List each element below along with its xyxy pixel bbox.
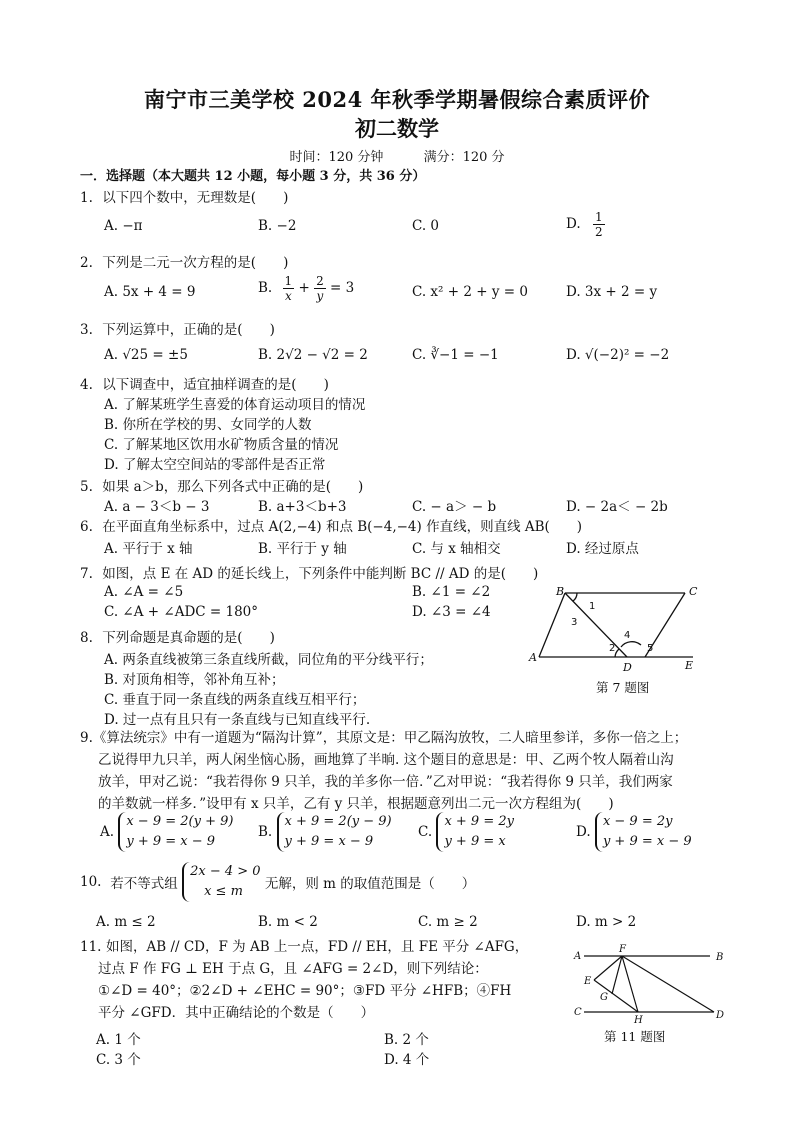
q4-option-d: D. 了解太空空间站的零部件是否正常	[104, 457, 326, 473]
q10-option-d: D. m > 2	[576, 914, 637, 930]
fig7-label-a: A	[529, 651, 537, 664]
q9-option-d: D. x − 9 = 2y y + 9 = x − 9	[576, 812, 692, 852]
q10-option-b: B. m < 2	[258, 914, 318, 930]
angle-arc-4	[621, 642, 641, 647]
exam-subtitle: 初二数学	[355, 116, 439, 141]
fig11-label-c: C	[574, 1007, 582, 1018]
q6-option-d: D. 经过原点	[566, 541, 639, 557]
exam-score: 满分：120 分	[423, 150, 505, 165]
q1-option-a: A. −π	[104, 218, 143, 234]
fig11-label-e: E	[584, 976, 592, 987]
question-2-text: 下列是二元一次方程的是( )	[102, 255, 289, 271]
question-5-text: 如果 a＞b，那么下列各式中正确的是( )	[102, 479, 364, 495]
q7-option-d: D. ∠3 = ∠4	[412, 604, 491, 620]
q1-option-d: D. $\frac{1}{2}$	[566, 210, 603, 239]
fig7-label-c: C	[689, 585, 698, 598]
question-7: 7. 如图，点 E 在 AD 的延长线上，下列条件中能判断 BC // AD 的是( )	[80, 566, 539, 582]
figure-q7-caption: 第 7 题图	[596, 680, 650, 695]
q10-option-a: A. m ≤ 2	[96, 914, 156, 930]
q9-option-a: A. x − 9 = 2(y + 9) y + 9 = x − 9	[100, 812, 233, 852]
q6-option-b: B. 平行于 y 轴	[258, 541, 347, 557]
question-6: 6. 在平面直角坐标系中，过点 A(2,−4) 和点 B(−4,−4) 作直线，则直线 AB( )	[80, 519, 583, 535]
q8-option-a: A. 两条直线被第三条直线所截，同位角的平分线平行；	[104, 652, 433, 668]
q3-option-d: D. √(−2)² = −2	[566, 347, 670, 363]
q7-option-b: B. ∠1 = ∠2	[412, 584, 491, 600]
fig11-label-f: F	[619, 944, 626, 955]
question-7-text: 如图，点 E 在 AD 的延长线上，下列条件中能判断 BC // AD 的是( )	[102, 566, 539, 582]
q2-option-b: B. $\frac{1}{x}$ + $\frac{2}{y}$ = 3	[258, 274, 355, 303]
question-5: 5. 如果 a＞b，那么下列各式中正确的是( )	[80, 479, 364, 495]
question-2: 2. 下列是二元一次方程的是( )	[80, 255, 289, 271]
q11-option-c: C. 3 个	[96, 1052, 141, 1068]
question-10: 10. 若不等式组 2x − 4 > 0 x ≤ m 无解，则 m 的取值范围是（ ）	[80, 862, 475, 902]
figure-q7	[525, 585, 705, 675]
q3-option-c: C. ∛−1 = −1	[412, 347, 499, 363]
fig7-label-d: D	[623, 661, 632, 674]
q9-option-b: B. x + 9 = 2(y − 9) y + 9 = x − 9	[258, 812, 392, 852]
line-ab	[539, 593, 565, 657]
fig7-angle-3: 3	[571, 617, 578, 628]
fig11-label-d: D	[716, 1010, 725, 1021]
question-9: 9.《算法统宗》中有一道题为“隔沟计算”，其原文是：甲乙隔沟放牧，二人暗里参详，多你一倍之上； 乙说得甲九只羊，两人闲坐恼心肠，画地算了半晌. 这个题目的意思是：甲、乙两个牧人隔着山沟 放羊，甲对乙说：“我若得你 9 只羊，我的羊多你一倍．”乙对甲说：“我若得你 9 只羊，我们两家 的羊数就一样多．”设甲有 x 只羊，乙有 y 只羊，根据题意列出二元一次方程组为( )	[80, 730, 688, 812]
q2-option-a: A. 5x + 4 = 9	[104, 284, 196, 300]
q11-option-b: B. 2 个	[384, 1032, 429, 1048]
section-heading: 一．选择题（本大题共 12 小题，每小题 3 分，共 36 分）	[80, 169, 426, 184]
fig7-angle-4: 4	[624, 630, 631, 641]
q6-option-c: C. 与 x 轴相交	[412, 541, 501, 557]
q5-option-a: A. a − 3＜b − 3	[104, 499, 210, 515]
q6-option-a: A. 平行于 x 轴	[104, 541, 193, 557]
q11-option-d: D. 4 个	[384, 1052, 430, 1068]
question-3-text: 下列运算中，正确的是( )	[102, 322, 275, 338]
q4-option-a: A. 了解某班学生喜爱的体育运动项目的情况	[104, 397, 366, 413]
fig7-label-b: B	[556, 585, 565, 598]
q1-option-c: C. 0	[412, 218, 440, 234]
q3-option-b: B. 2√2 − √2 = 2	[258, 347, 368, 363]
fig7-angle-2: 2	[609, 643, 616, 654]
question-1: 1. 以下四个数中，无理数是( )	[80, 190, 289, 206]
q7-option-a: A. ∠A = ∠5	[104, 584, 184, 600]
fig7-angle-1: 1	[589, 601, 596, 612]
question-3: 3. 下列运算中，正确的是( )	[80, 322, 275, 338]
q8-option-b: B. 对顶角相等，邻补角互补；	[104, 672, 285, 688]
angle-arc-1	[573, 593, 577, 601]
q4-option-c: C. 了解某地区饮用水矿物质含量的情况	[104, 437, 339, 453]
figure-q11	[572, 942, 734, 1026]
q10-option-c: C. m ≥ 2	[418, 914, 478, 930]
fig11-label-h: H	[634, 1015, 643, 1026]
question-4: 4. 以下调查中，适宜抽样调查的是( )	[80, 377, 329, 393]
question-4-text: 以下调查中，适宜抽样调查的是( )	[102, 377, 329, 393]
q1-option-b: B. −2	[258, 218, 297, 234]
q8-option-d: D. 过一点有且只有一条直线与已知直线平行.	[104, 712, 371, 728]
line-fg	[612, 956, 622, 994]
exam-title: 南宁市三美学校 2024 年秋季学期暑假综合素质评价	[143, 87, 651, 112]
q8-option-c: C. 垂直于同一条直线的两条直线互相平行；	[104, 692, 366, 708]
q5-option-d: D. − 2a＜ − 2b	[566, 499, 668, 515]
question-1-text: 以下四个数中，无理数是( )	[102, 190, 289, 206]
fig7-angle-5: 5	[647, 643, 654, 654]
line-fe	[594, 956, 622, 980]
question-8: 8. 下列命题是真命题的是( )	[80, 630, 275, 646]
figure-q11-caption: 第 11 题图	[604, 1029, 666, 1044]
fraction-one-half: $\frac{1}{2}$	[594, 210, 603, 239]
q11-option-a: A. 1 个	[96, 1032, 141, 1048]
q5-option-b: B. a+3＜b+3	[258, 499, 347, 515]
q4-option-b: B. 你所在学校的男、女同学的人数	[104, 417, 312, 433]
q2-option-c: C. x² + 2 + y = 0	[412, 284, 528, 300]
question-11: 11. 如图，AB // CD，F 为 AB 上一点，FD // EH，且 FE 平分 ∠AFG， 过点 F 作 FG ⊥ EH 于点 G，且 ∠AFG = 2∠D，则下列结论： ①∠D = 40°；②2∠D + ∠EHC = 90°；③FD 平分 ∠HFB；④FH 平分 ∠GFD．其中正确结论的个数是（ ）	[80, 939, 529, 1021]
fig11-label-b: B	[716, 952, 724, 963]
inequality-system: 2x − 4 > 0 x ≤ m	[182, 862, 260, 902]
question-8-text: 下列命题是真命题的是( )	[102, 630, 275, 646]
fig11-label-g: G	[600, 992, 608, 1003]
q2-option-d: D. 3x + 2 = y	[566, 284, 658, 300]
exam-meta	[0, 146, 794, 165]
exam-time: 时间：120 分钟	[289, 150, 384, 165]
q7-option-c: C. ∠A + ∠ADC = 180°	[104, 604, 259, 620]
q3-option-a: A. √25 = ±5	[104, 347, 188, 363]
q9-option-c: C. x + 9 = 2y y + 9 = x	[418, 812, 514, 852]
fig7-label-e: E	[685, 659, 694, 672]
angle-arc-2	[615, 649, 619, 657]
question-6-text: 在平面直角坐标系中，过点 A(2,−4) 和点 B(−4,−4) 作直线，则直线 AB( )	[102, 519, 583, 535]
q5-option-c: C. − a＞ − b	[412, 499, 497, 515]
fig11-label-a: A	[574, 951, 582, 962]
